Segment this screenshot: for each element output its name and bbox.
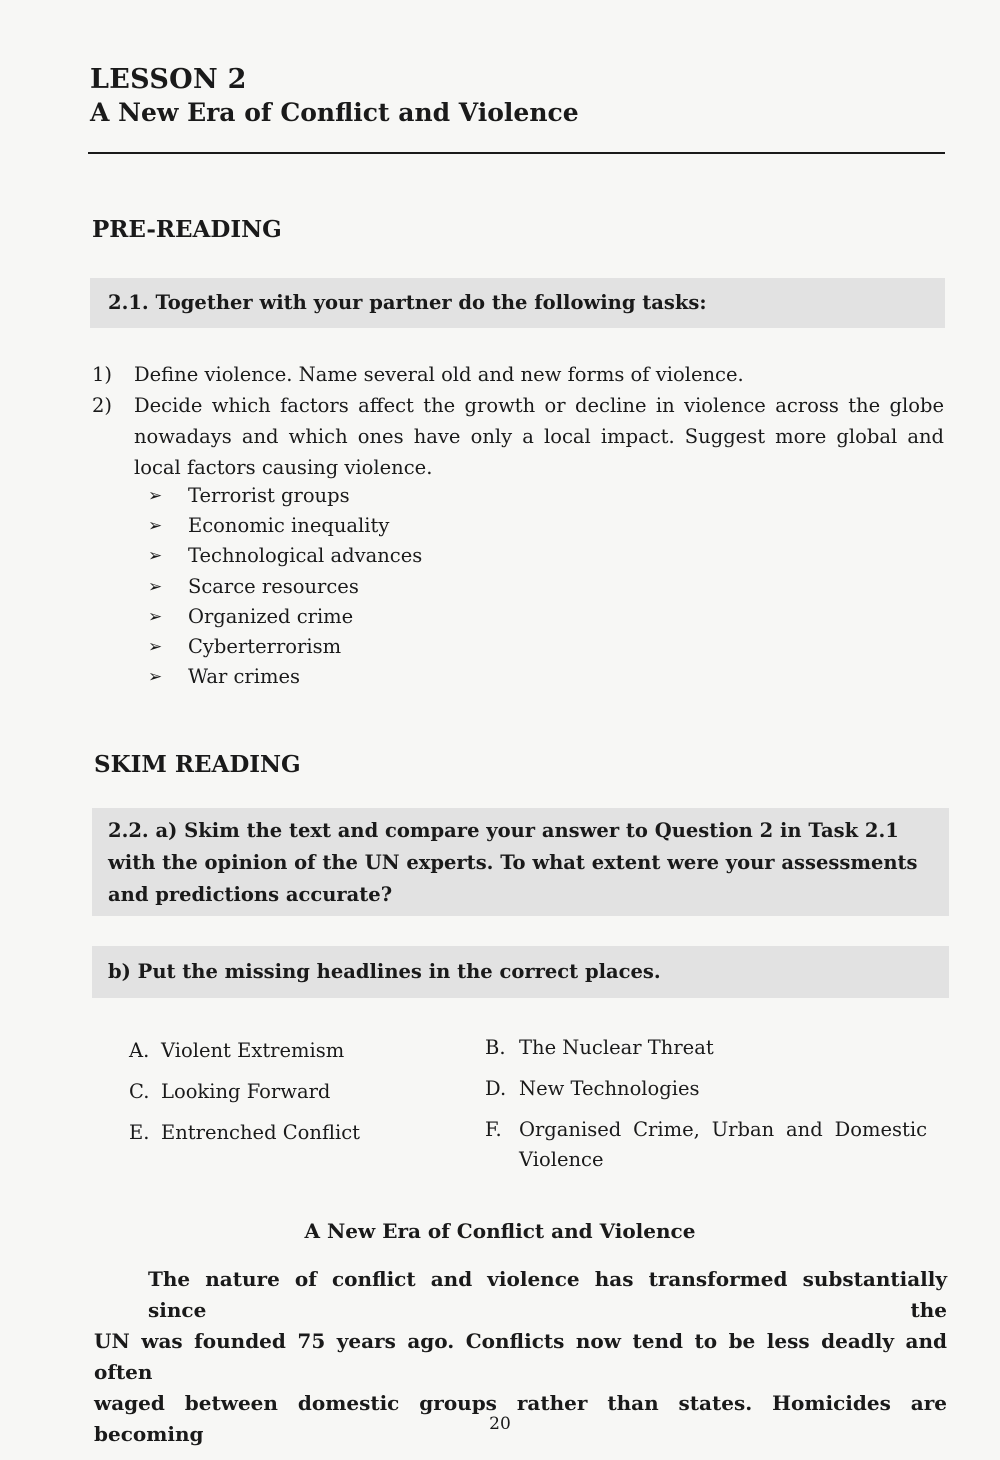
headline-letter: A. bbox=[129, 1039, 150, 1062]
lesson-title: A New Era of Conflict and Violence bbox=[90, 98, 579, 127]
headline-option-f bbox=[485, 1115, 927, 1175]
headline-text-line1: Organised Crime, Urban and Domestic bbox=[519, 1118, 927, 1141]
factors-list bbox=[148, 481, 648, 692]
headline-letter: C. bbox=[129, 1080, 150, 1103]
arrow-bullet-icon: ➢ bbox=[148, 486, 163, 506]
paragraph-line: UN was founded 75 years ago. Conflicts now tend to be less deadly and often bbox=[94, 1329, 947, 1384]
arrow-bullet-icon: ➢ bbox=[148, 606, 163, 627]
headline-option-d bbox=[485, 1074, 700, 1104]
task-2-2a-instruction: 2.2. a) Skim the text and compare your answer to Question 2 in Task 2.1 with the opinion of the UN experts. To what extent were your assessments and predictions accurate? bbox=[108, 819, 918, 906]
reading-text-title: A New Era of Conflict and Violence bbox=[304, 1219, 696, 1243]
arrow-bullet-icon: ➢ bbox=[148, 546, 163, 567]
header-divider bbox=[88, 152, 945, 154]
question-item bbox=[92, 359, 944, 390]
headline-letter: F. bbox=[485, 1118, 502, 1141]
factor-text: Technological advances bbox=[188, 544, 423, 568]
arrow-bullet-icon: ➢ bbox=[148, 576, 163, 597]
task-2-2b-box bbox=[92, 946, 949, 998]
factor-text: Cyberterrorism bbox=[188, 634, 342, 658]
arrow-bullet-icon: ➢ bbox=[148, 516, 163, 537]
task-2-2b-instruction: b) Put the missing headlines in the correct places. bbox=[108, 960, 661, 983]
paragraph-line: The nature of conflict and violence has transformed substantially since the bbox=[148, 1267, 947, 1322]
headline-letter: D. bbox=[485, 1077, 507, 1100]
arrow-bullet-icon: ➢ bbox=[148, 667, 163, 688]
question-text: Define violence. Name several old and new forms of violence. bbox=[134, 363, 744, 386]
headline-text: Looking Forward bbox=[161, 1080, 331, 1103]
task-2-1-questions bbox=[92, 359, 944, 483]
question-marker: 1) bbox=[92, 363, 113, 386]
skim-reading-heading: SKIM READING bbox=[94, 751, 301, 778]
factor-item bbox=[148, 632, 648, 662]
factor-item bbox=[148, 541, 648, 571]
paragraph-line: waged between domestic groups rather than states. Homicides are becoming bbox=[94, 1391, 947, 1446]
headline-text: Entrenched Conflict bbox=[161, 1121, 360, 1144]
arrow-bullet-icon: ➢ bbox=[148, 636, 163, 657]
task-2-1-instruction: 2.1. Together with your partner do the following tasks: bbox=[108, 291, 707, 314]
factor-item bbox=[148, 481, 648, 511]
question-item bbox=[92, 390, 944, 483]
headline-option-b bbox=[485, 1033, 714, 1063]
lesson-number: LESSON 2 bbox=[90, 64, 247, 95]
headline-option-a bbox=[129, 1036, 344, 1066]
task-2-1-box bbox=[90, 278, 945, 328]
headline-option-c bbox=[129, 1077, 330, 1107]
pre-reading-heading: PRE-READING bbox=[92, 216, 282, 243]
headline-text-line2: Violence bbox=[519, 1148, 604, 1171]
factor-text: War crimes bbox=[188, 665, 301, 689]
question-text: Decide which factors affect the growth or decline in violence across the globe nowadays and which ones have only a local impact. Suggest more global and local factors causing violence. bbox=[134, 394, 944, 479]
factor-text: Scarce resources bbox=[188, 574, 359, 598]
headline-text: Violent Extremism bbox=[161, 1039, 345, 1062]
headline-letter: E. bbox=[129, 1121, 150, 1144]
headline-text: The Nuclear Threat bbox=[519, 1036, 714, 1059]
factor-item bbox=[148, 511, 648, 541]
factor-text: Economic inequality bbox=[188, 514, 390, 538]
question-marker: 2) bbox=[92, 394, 113, 417]
factor-text: Terrorist groups bbox=[188, 484, 350, 507]
headline-option-e bbox=[129, 1118, 360, 1148]
task-2-2a-box bbox=[92, 808, 949, 916]
factor-item bbox=[148, 572, 648, 602]
page-number: 20 bbox=[489, 1414, 511, 1434]
factor-item bbox=[148, 662, 648, 692]
headline-letter: B. bbox=[485, 1036, 506, 1059]
factor-item bbox=[148, 602, 648, 632]
headline-text: New Technologies bbox=[519, 1077, 700, 1100]
factor-text: Organized crime bbox=[188, 604, 354, 628]
